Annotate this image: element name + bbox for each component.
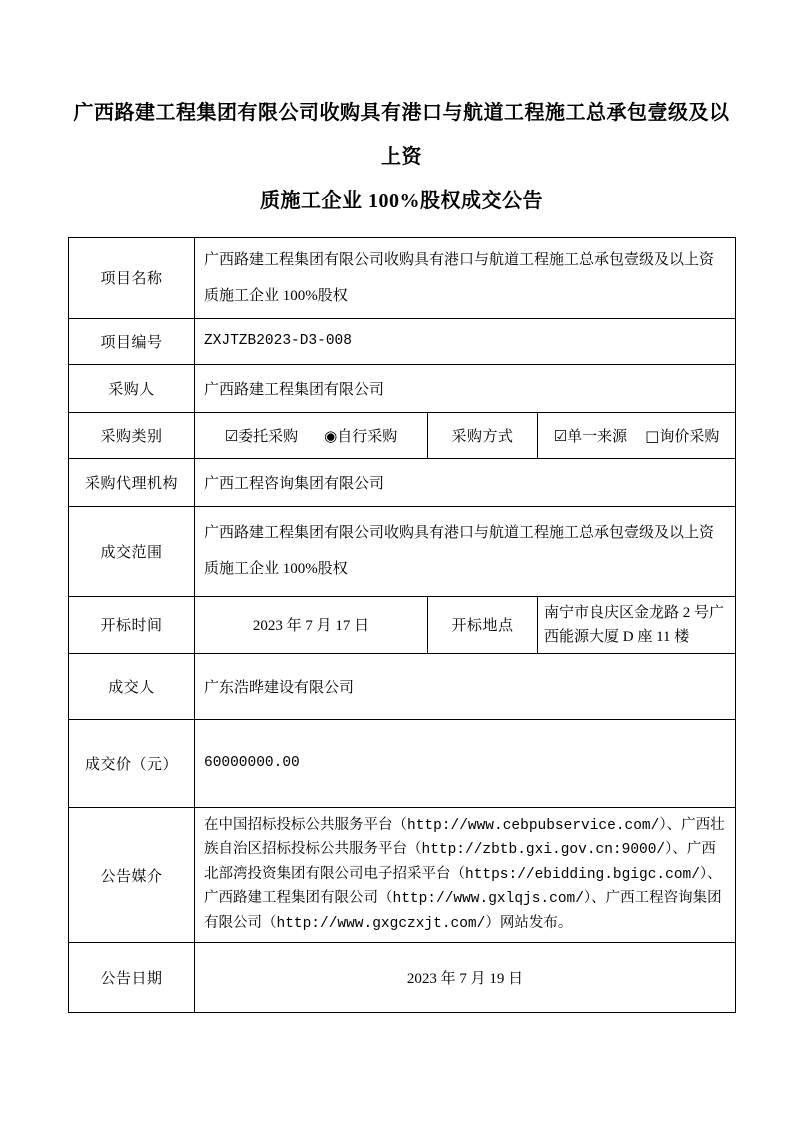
checkbox-checked-icon: ☑ bbox=[553, 426, 568, 445]
row-media bbox=[69, 807, 736, 943]
announcement-date-value: 2023 年 7 月 19 日 bbox=[195, 943, 736, 1013]
option-self-label: 自行采购 bbox=[337, 428, 398, 445]
project-no-label: 项目编号 bbox=[69, 318, 195, 364]
winner-value: 广东浩晔建设有限公司 bbox=[195, 653, 736, 719]
project-name-label: 项目名称 bbox=[69, 237, 195, 318]
row-project-no bbox=[69, 318, 736, 364]
row-purchaser bbox=[69, 364, 736, 412]
option-inquiry-label: 询价采购 bbox=[659, 428, 720, 445]
category-options bbox=[195, 412, 428, 458]
radio-selected-icon: ◉ bbox=[324, 426, 338, 445]
option-inquiry bbox=[645, 426, 720, 445]
price-value: 60000000.00 bbox=[195, 719, 736, 807]
row-scope bbox=[69, 506, 736, 596]
announcement-date-label: 公告日期 bbox=[69, 943, 195, 1013]
price-label: 成交价（元） bbox=[69, 719, 195, 807]
page-title-line-2: 质施工企业 100%股权成交公告 bbox=[260, 190, 543, 213]
page-title bbox=[68, 91, 735, 223]
method-label: 采购方式 bbox=[428, 412, 538, 458]
row-procurement-category bbox=[69, 412, 736, 458]
agency-value: 广西工程咨询集团有限公司 bbox=[195, 458, 736, 506]
scope-label: 成交范围 bbox=[69, 506, 195, 596]
option-entrusted-label: 委托采购 bbox=[238, 428, 299, 445]
row-winner bbox=[69, 653, 736, 719]
row-announcement-date bbox=[69, 943, 736, 1013]
media-label: 公告媒介 bbox=[69, 807, 195, 943]
purchaser-value: 广西路建工程集团有限公司 bbox=[195, 364, 736, 412]
checkbox-unchecked-icon: □ bbox=[645, 426, 660, 445]
bid-opening-place-value: 南宁市良庆区金龙路 2 号广西能源大厦 D 座 11 楼 bbox=[538, 596, 736, 653]
project-no-value: ZXJTZB2023-D3-008 bbox=[195, 318, 736, 364]
row-bid-opening bbox=[69, 596, 736, 653]
bid-opening-time-label: 开标时间 bbox=[69, 596, 195, 653]
announcement-table bbox=[68, 237, 736, 1014]
row-price bbox=[69, 719, 736, 807]
option-single-source-label: 单一来源 bbox=[567, 428, 628, 445]
winner-label: 成交人 bbox=[69, 653, 195, 719]
scope-value: 广西路建工程集团有限公司收购具有港口与航道工程施工总承包壹级及以上资质施工企业 100%股权 bbox=[195, 506, 736, 596]
row-project-name bbox=[69, 237, 736, 318]
page-title-line-1: 广西路建工程集团有限公司收购具有港口与航道工程施工总承包壹级及以上资 bbox=[73, 102, 730, 169]
bid-opening-place-label: 开标地点 bbox=[428, 596, 538, 653]
checkbox-checked-icon: ☑ bbox=[224, 426, 239, 445]
project-name-value: 广西路建工程集团有限公司收购具有港口与航道工程施工总承包壹级及以上资质施工企业 100%股权 bbox=[195, 237, 736, 318]
option-self-procurement bbox=[324, 426, 398, 445]
method-options bbox=[538, 412, 736, 458]
option-single-source bbox=[553, 426, 628, 445]
media-value: 在中国招标投标公共服务平台（http://www.cebpubservice.com/）、广西壮族自治区招标投标公共服务平台（http://zbtb.gxi.gov.cn:9000/）、广西北部湾投资集团有限公司电子招采平台（https://ebidding.bgigc.com/）、广西路建工程集团有限公司（http://www.gxlqjs.com/）、广西工程咨询集团有限公司（http://www.gxgczxjt.com/）网站发布。 bbox=[195, 807, 736, 943]
agency-label: 采购代理机构 bbox=[69, 458, 195, 506]
option-entrusted-procurement bbox=[224, 426, 299, 445]
purchaser-label: 采购人 bbox=[69, 364, 195, 412]
category-label: 采购类别 bbox=[69, 412, 195, 458]
row-agency bbox=[69, 458, 736, 506]
bid-opening-time-value: 2023 年 7 月 17 日 bbox=[195, 596, 428, 653]
